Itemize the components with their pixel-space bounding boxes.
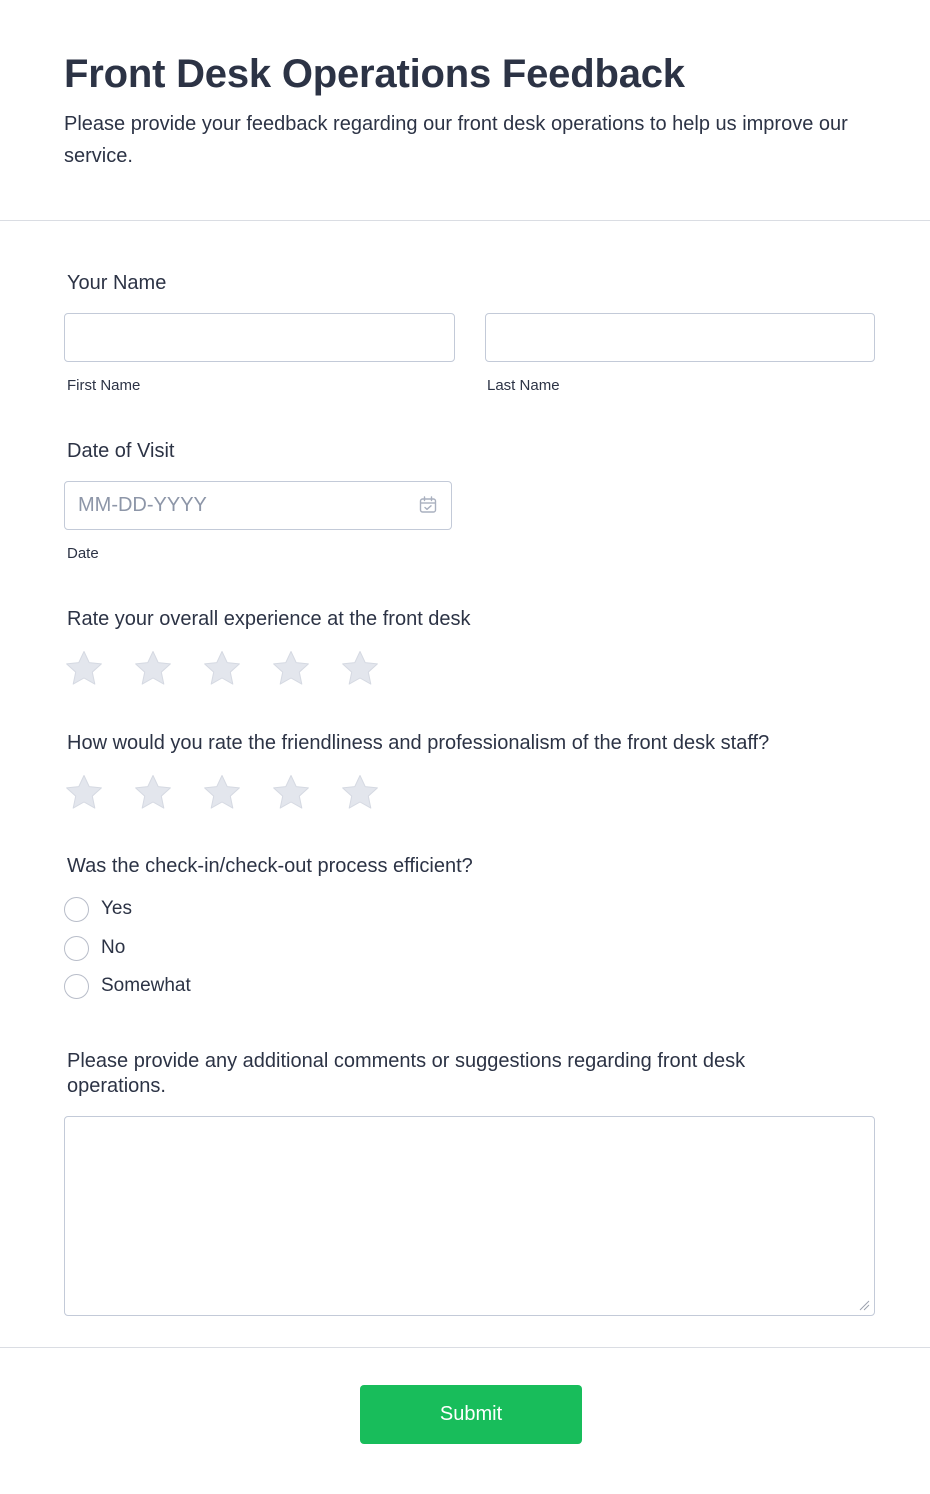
date-input[interactable] <box>64 481 452 530</box>
date-label: Date of Visit <box>67 440 175 462</box>
name-label: Your Name <box>67 272 167 294</box>
date-sublabel: Date <box>67 545 99 562</box>
last-name-sublabel: Last Name <box>487 377 560 394</box>
comments-textarea[interactable] <box>64 1116 875 1316</box>
star-icon[interactable] <box>340 649 380 689</box>
star-icon[interactable] <box>64 773 104 813</box>
resize-grip-icon[interactable] <box>858 1299 870 1311</box>
radio-yes-label[interactable]: Yes <box>101 898 132 919</box>
radio-no[interactable] <box>64 936 89 961</box>
star-icon[interactable] <box>133 773 173 813</box>
form-title: Front Desk Operations Feedback <box>64 52 685 96</box>
star-icon[interactable] <box>202 649 242 689</box>
radio-no-label[interactable]: No <box>101 937 126 958</box>
star-icon[interactable] <box>133 649 173 689</box>
date-field <box>64 481 452 530</box>
checkin-label: Was the check-in/check-out process efficient? <box>67 855 473 877</box>
radio-somewhat[interactable] <box>64 974 89 999</box>
footer-divider <box>0 1347 930 1348</box>
radio-yes[interactable] <box>64 897 89 922</box>
comments-label: Please provide any additional comments or suggestions regarding front desk operations. <box>67 1050 746 1097</box>
star-icon[interactable] <box>340 773 380 813</box>
submit-button[interactable]: Submit <box>360 1385 582 1444</box>
first-name-sublabel: First Name <box>67 377 141 394</box>
overall-rating-label: Rate your overall experience at the front desk <box>67 608 471 630</box>
form-description: Please provide your feedback regarding our front desk operations to help us improve our service. <box>64 113 848 167</box>
staff-rating-label: How would you rate the friendliness and professionalism of the front desk staff? <box>67 732 770 754</box>
first-name-input[interactable] <box>64 313 455 362</box>
star-icon[interactable] <box>271 649 311 689</box>
form-header <box>0 0 930 221</box>
star-icon[interactable] <box>271 773 311 813</box>
calendar-icon[interactable] <box>419 496 437 514</box>
last-name-input[interactable] <box>485 313 875 362</box>
star-icon[interactable] <box>64 649 104 689</box>
radio-somewhat-label[interactable]: Somewhat <box>101 975 191 996</box>
star-icon[interactable] <box>202 773 242 813</box>
